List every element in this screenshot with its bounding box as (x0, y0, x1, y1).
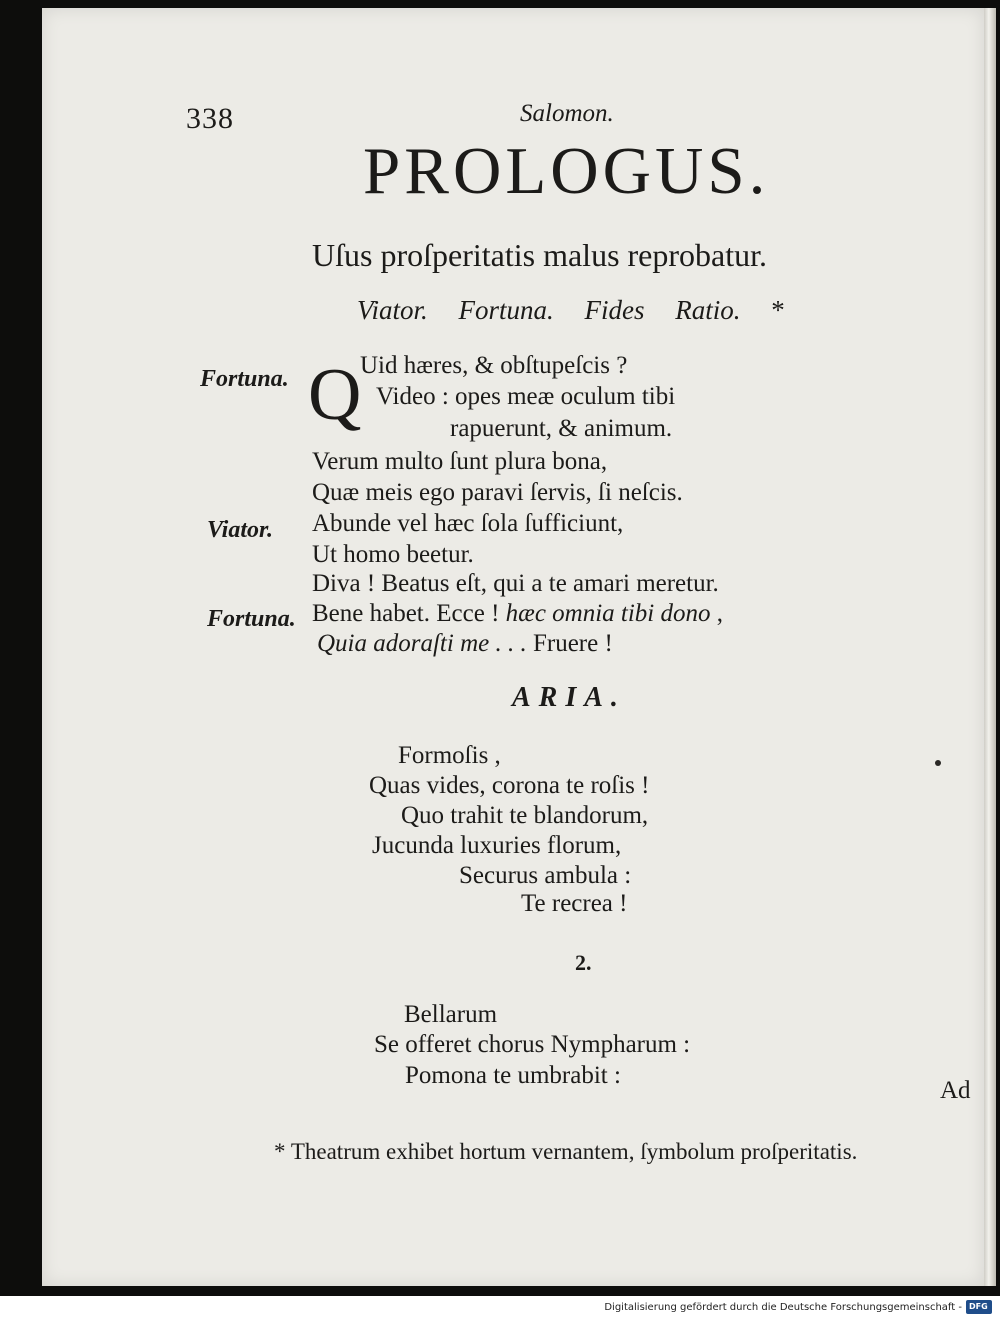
page-edge (984, 8, 996, 1286)
speaker-label: Fortuna. (200, 366, 289, 392)
aria-line: Securus ambula : (459, 862, 632, 889)
cast-member: Fortuna. (458, 295, 554, 325)
cast-list (357, 295, 785, 326)
cast-member: Ratio. (675, 295, 741, 325)
aria-line: Te recrea ! (521, 890, 628, 917)
page-title: PROLOGUS. (363, 134, 770, 208)
verse-line: Diva ! Beatus eſt, qui a te amari meretur. (312, 570, 719, 597)
aria-line: Quas vides, corona te roſis ! (369, 772, 650, 799)
aria-line: Formoſis , (398, 742, 501, 769)
verse-line: rapuerunt, & animum. (450, 415, 673, 442)
running-head: Salomon. (520, 100, 614, 127)
verse-line: Video : opes meæ oculum tibi (376, 383, 676, 410)
funding-credit: Digitalisierung gefördert durch die Deutsche Forschungsgemeinschaft - (604, 1302, 962, 1313)
verse-line (312, 600, 723, 628)
verse-line (317, 630, 613, 658)
verse-line: Abunde vel hæc ſola ſufficiunt, (312, 510, 624, 537)
verse-segment: Fruere ! (532, 630, 613, 657)
logo-text: DFG (969, 1302, 988, 1311)
verse-segment-italic: hæc omnia tibi dono (505, 600, 711, 627)
stanza-number: 2. (575, 950, 592, 975)
aria-line: Bellarum (404, 1001, 498, 1028)
aria-line: Jucunda luxuries florum, (372, 832, 622, 859)
speaker-label: Viator. (207, 517, 274, 543)
verse-line: Quæ meis ego paravi ſervis, ſi neſcis. (312, 479, 683, 506)
cast-member: Fides (584, 295, 645, 325)
verse-line: Ut homo beetur. (312, 541, 474, 568)
aria-line: Pomona te umbrabit : (405, 1062, 621, 1089)
dfg-logo-icon (966, 1300, 992, 1314)
aria-heading: ARIA. (512, 682, 626, 713)
aria-line: Se offeret chorus Nympharum : (374, 1031, 691, 1058)
catchword: Ad (940, 1077, 971, 1104)
footnote-marker: * (771, 295, 785, 325)
verse-segment: , (716, 600, 723, 627)
subtitle: Uſus proſperitatis malus reprobatur. (312, 237, 768, 273)
verse-segment-italic: Quia adoraſti me . . . (317, 630, 527, 657)
speaker-label: Fortuna. (207, 606, 296, 632)
footnote: * Theatrum exhibet hortum vernantem, ſymbolum proſperitatis. (274, 1139, 858, 1164)
verse-line: Uid hæres, & obſtupeſcis ? (360, 352, 628, 379)
verse-segment: Bene habet. Ecce ! (312, 600, 500, 627)
cast-member: Viator. (357, 295, 428, 325)
ink-speck (935, 760, 941, 766)
drop-cap: Q (308, 354, 362, 436)
aria-line: Quo trahit te blandorum, (401, 802, 649, 829)
verse-line: Verum multo ſunt plura bona, (312, 448, 608, 475)
page-number: 338 (186, 102, 234, 135)
